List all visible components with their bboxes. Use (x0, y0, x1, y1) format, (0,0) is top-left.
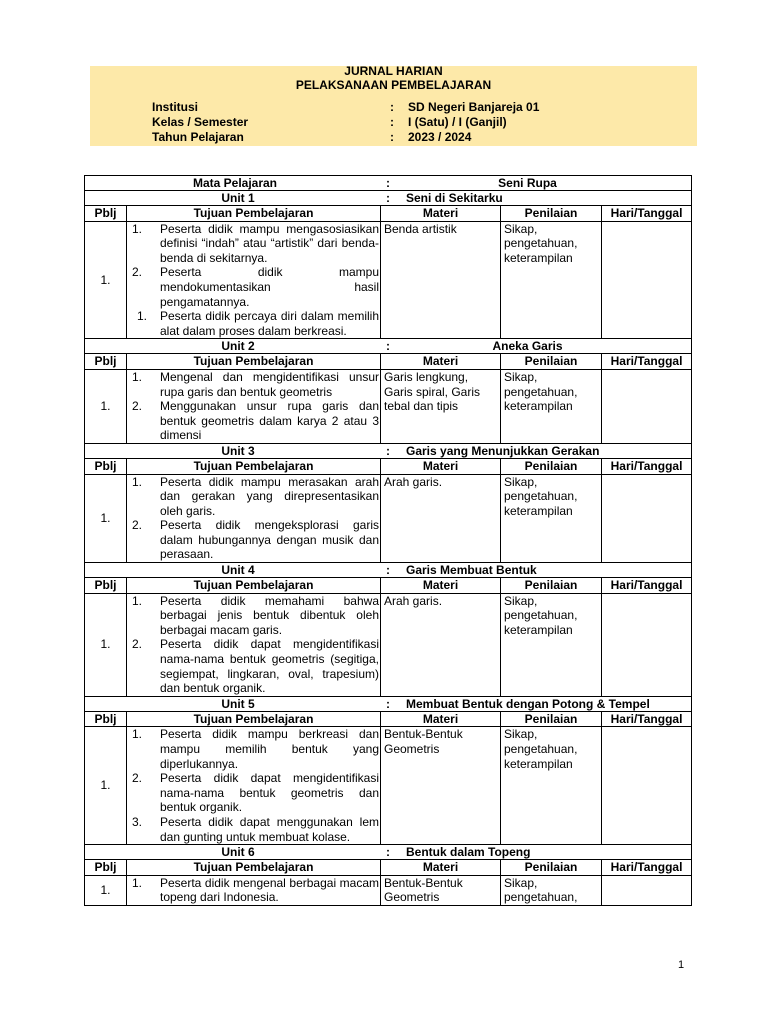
unit-title-row (85, 339, 692, 354)
col-tujuan-header: Tujuan Pembelajaran (127, 711, 381, 727)
col-pblj-header: Pblj (85, 458, 127, 474)
column-header-row (85, 458, 692, 474)
goal-text: Peserta didik mampu merasakan arah dan gerakan yang direpresentasikan oleh garis. (160, 474, 379, 518)
info-label: Kelas / Semester (152, 115, 249, 129)
goal-item (127, 265, 380, 309)
tujuan-cell (127, 221, 381, 339)
goal-item (127, 475, 380, 519)
unit-title: Seni di Sekitarku (406, 191, 503, 205)
hari-cell[interactable] (602, 369, 692, 443)
goal-item (127, 399, 380, 443)
goal-number: 1. (137, 309, 148, 324)
tujuan-cell (127, 474, 381, 563)
goal-text: Peserta didik mengenal berbagai macam topeng dari Indonesia. (160, 875, 379, 905)
unit-name: Unit 5 (221, 696, 255, 711)
goal-item (127, 771, 380, 815)
goal-list (127, 876, 380, 905)
materi-cell: Arah garis. (381, 593, 501, 696)
subject-value: Seni Rupa (498, 176, 557, 190)
penilaian-cell: Sikap, pengetahuan, keterampilan (501, 727, 602, 845)
col-tujuan-header: Tujuan Pembelajaran (127, 860, 381, 876)
penilaian-cell: Sikap, pengetahuan, keterampilan (501, 369, 602, 443)
goal-item (127, 309, 380, 338)
col-materi-header: Materi (381, 578, 501, 594)
col-penilaian-header: Penilaian (501, 711, 602, 727)
column-header-row (85, 206, 692, 222)
goal-number: 2. (132, 265, 143, 280)
goal-text: Peserta didik mampu berkreasi dan mampu memilih bentuk yang diperlukannya. (160, 727, 379, 771)
subject-sep: : (386, 176, 390, 190)
unit-name: Unit 3 (221, 443, 255, 458)
info-label: Institusi (152, 100, 199, 114)
goal-list (127, 222, 380, 339)
column-header-row (85, 860, 692, 876)
goal-item (127, 727, 380, 771)
col-pblj-header: Pblj (85, 711, 127, 727)
goal-text: Peserta didik dapat mengidentifikasi nama-nama bentuk geometris dan bentuk organik. (160, 771, 379, 815)
goal-number: 1. (132, 593, 143, 608)
col-materi-header: Materi (381, 354, 501, 370)
document-subtitle: PELAKSANAAN PEMBELAJARAN (295, 78, 492, 92)
goal-text: Peserta didik dapat menggunakan lem dan gunting untuk membuat kolase. (160, 814, 379, 844)
goal-text: Mengenal dan mengidentifikasi unsur rupa garis dan bentuk geometris (160, 369, 379, 399)
document-header (90, 66, 697, 146)
col-penilaian-header: Penilaian (501, 578, 602, 594)
goal-text: Peserta didik mampu mendokumentasikan hasil pengamatannya. (160, 265, 379, 309)
col-penilaian-header: Penilaian (501, 206, 602, 222)
hari-cell[interactable] (602, 875, 692, 905)
materi-cell: Garis lengkung, Garis spiral, Garis tebal dan tipis (381, 369, 501, 443)
goal-text: Peserta didik mampu mengasosiasikan definisi “indah” atau “artistik” dari benda-benda di sekitarnya. (160, 221, 379, 265)
goal-list (127, 594, 380, 696)
goal-number: 2. (132, 637, 143, 652)
goal-number: 1. (132, 221, 143, 236)
col-penilaian-header: Penilaian (501, 354, 602, 370)
hari-cell[interactable] (602, 221, 692, 339)
info-sep: : (390, 100, 394, 114)
info-value: 2023 / 2024 (408, 130, 472, 144)
col-hari-header: Hari/Tanggal (602, 578, 692, 594)
unit-title: Bentuk dalam Topeng (406, 845, 531, 860)
tujuan-cell (127, 593, 381, 696)
col-penilaian-header: Penilaian (501, 860, 602, 876)
tujuan-cell (127, 727, 381, 845)
goal-number: 1. (132, 369, 143, 384)
penilaian-cell: Sikap, pengetahuan, (501, 875, 602, 905)
goal-text: Peserta didik memahami bahwa berbagai jenis bentuk dibentuk oleh berbagai macam garis. (160, 593, 379, 637)
goal-list (127, 727, 380, 844)
info-value: SD Negeri Banjareja 01 (408, 100, 540, 114)
goal-text: Peserta didik percaya diri dalam memilih alat dalam proses dalam berkreasi. (160, 309, 379, 338)
col-materi-header: Materi (381, 860, 501, 876)
unit-title-row (85, 191, 692, 206)
goal-list (127, 370, 380, 443)
col-pblj-header: Pblj (85, 578, 127, 594)
journal-table (84, 175, 692, 906)
col-penilaian-header: Penilaian (501, 458, 602, 474)
unit-sep: : (386, 696, 390, 711)
hari-cell[interactable] (602, 593, 692, 696)
subject-label: Mata Pelajaran (192, 176, 278, 190)
goal-number: 1. (132, 474, 143, 489)
hari-cell[interactable] (602, 727, 692, 845)
unit-title: Aneka Garis (492, 339, 563, 354)
units-body (85, 191, 692, 906)
subject-row (85, 176, 692, 191)
page-number: 1 (678, 959, 685, 971)
column-header-row (85, 578, 692, 594)
hari-cell[interactable] (602, 474, 692, 563)
unit-name: Unit 2 (221, 339, 255, 354)
tujuan-cell (127, 875, 381, 905)
pblj-cell: 1. (85, 727, 127, 845)
penilaian-cell: Sikap, pengetahuan, keterampilan (501, 593, 602, 696)
goal-text: Peserta didik mengeksplorasi garis dalam hubungannya dengan musik dan perasaan. (160, 518, 379, 562)
goal-number: 2. (132, 399, 143, 414)
pblj-cell: 1. (85, 221, 127, 339)
unit-sep: : (386, 339, 390, 354)
unit-title-row (85, 443, 692, 458)
col-pblj-header: Pblj (85, 860, 127, 876)
unit-title-row (85, 563, 692, 578)
goal-number: 1. (132, 875, 143, 890)
column-header-row (85, 354, 692, 370)
unit-sep: : (386, 443, 390, 458)
penilaian-cell: Sikap, pengetahuan, keterampilan (501, 221, 602, 339)
unit-title: Garis Membuat Bentuk (406, 563, 537, 578)
penilaian-cell: Sikap, pengetahuan, keterampilan (501, 474, 602, 563)
col-hari-header: Hari/Tanggal (602, 354, 692, 370)
col-tujuan-header: Tujuan Pembelajaran (127, 206, 381, 222)
pblj-cell: 1. (85, 369, 127, 443)
goal-number: 1. (132, 727, 143, 742)
goal-item (127, 637, 380, 695)
goal-item (127, 594, 380, 638)
col-pblj-header: Pblj (85, 206, 127, 222)
goal-number: 2. (132, 771, 143, 786)
col-hari-header: Hari/Tanggal (602, 458, 692, 474)
pblj-cell: 1. (85, 474, 127, 563)
goal-item (127, 876, 380, 905)
col-hari-header: Hari/Tanggal (602, 711, 692, 727)
pblj-cell: 1. (85, 875, 127, 905)
goal-item (127, 370, 380, 399)
materi-cell: Benda artistik (381, 221, 501, 339)
materi-cell: Arah garis. (381, 474, 501, 563)
col-tujuan-header: Tujuan Pembelajaran (127, 354, 381, 370)
unit-title: Membuat Bentuk dengan Potong & Tempel (406, 696, 650, 711)
unit-title-row (85, 696, 692, 711)
unit-name: Unit 4 (221, 563, 255, 578)
goal-item (127, 518, 380, 562)
col-tujuan-header: Tujuan Pembelajaran (127, 458, 381, 474)
table-row (85, 875, 692, 905)
goal-text: Peserta didik dapat mengidentifikasi nama-nama bentuk geometris (segitiga, segiempat, lingkaran, oval, trapesium) dan bentuk organik. (160, 637, 379, 696)
pblj-cell: 1. (85, 593, 127, 696)
col-materi-header: Materi (381, 206, 501, 222)
table-row (85, 474, 692, 563)
materi-cell: Bentuk-Bentuk Geometris (381, 727, 501, 845)
tujuan-cell (127, 369, 381, 443)
goal-number: 2. (132, 518, 143, 533)
materi-cell: Bentuk-Bentuk Geometris (381, 875, 501, 905)
table-row (85, 369, 692, 443)
goal-text: Menggunakan unsur rupa garis dan bentuk geometris dalam karya 2 atau 3 dimensi (160, 399, 379, 443)
column-header-row (85, 711, 692, 727)
table-row (85, 727, 692, 845)
col-materi-header: Materi (381, 458, 501, 474)
col-hari-header: Hari/Tanggal (602, 206, 692, 222)
goal-number: 3. (132, 814, 143, 829)
goal-item (127, 815, 380, 844)
unit-sep: : (386, 563, 390, 578)
col-hari-header: Hari/Tanggal (602, 860, 692, 876)
document-title: JURNAL HARIAN (344, 64, 443, 78)
goal-list (127, 475, 380, 563)
unit-title-row (85, 845, 692, 860)
table-row (85, 221, 692, 339)
goal-item (127, 222, 380, 266)
unit-sep: : (386, 191, 390, 205)
col-tujuan-header: Tujuan Pembelajaran (127, 578, 381, 594)
col-materi-header: Materi (381, 711, 501, 727)
info-sep: : (390, 130, 394, 144)
info-sep: : (390, 115, 394, 129)
unit-name: Unit 6 (221, 845, 255, 860)
info-value: I (Satu) / I (Ganjil) (408, 115, 507, 129)
info-label: Tahun Pelajaran (152, 130, 244, 144)
unit-sep: : (386, 845, 390, 860)
unit-title: Garis yang Menunjukkan Gerakan (406, 443, 600, 458)
col-pblj-header: Pblj (85, 354, 127, 370)
unit-name: Unit 1 (221, 191, 255, 205)
table-row (85, 593, 692, 696)
